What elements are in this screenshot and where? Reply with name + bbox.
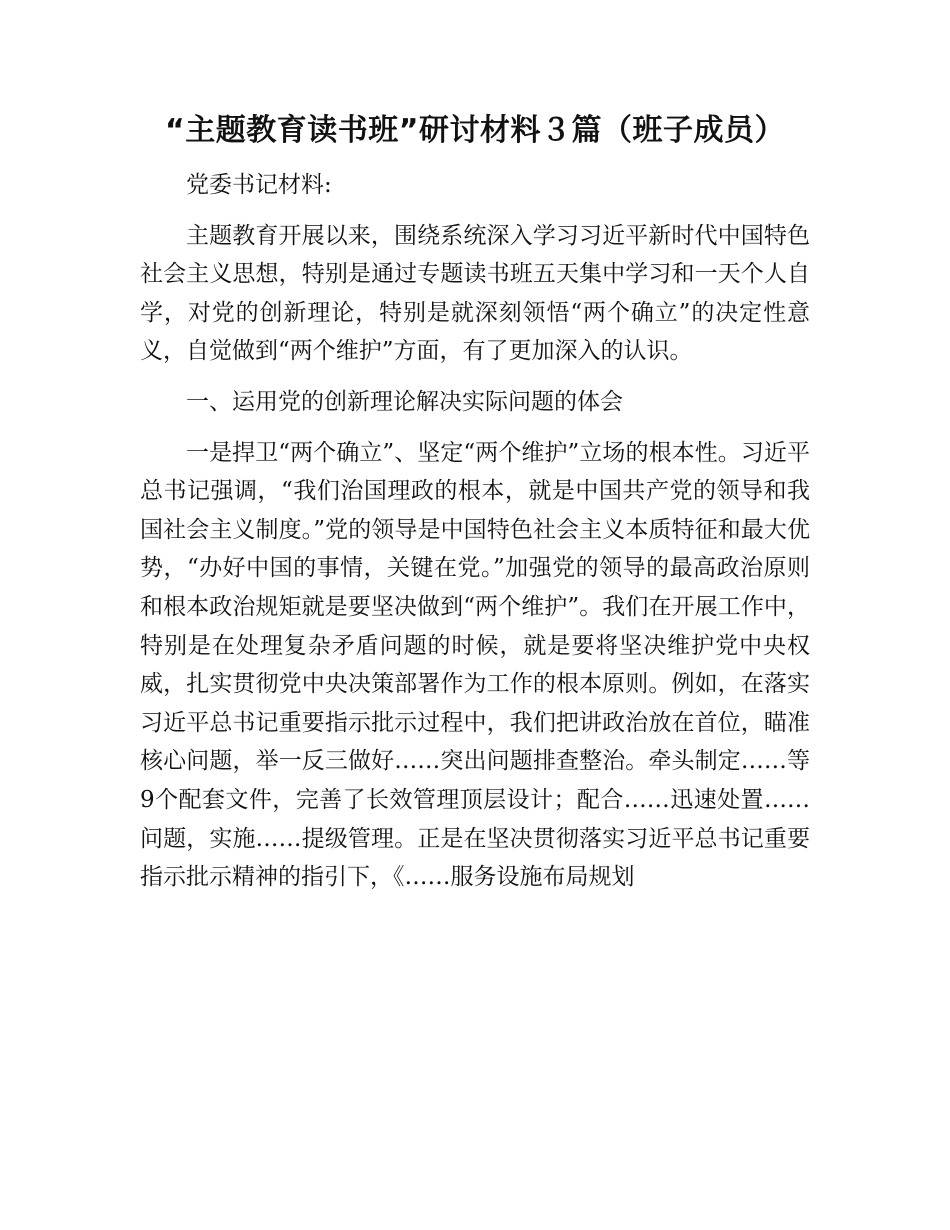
document-page (140, 108, 810, 909)
paragraph-body: 一是捍卫“两个确立”、坚定“两个维护”立场的根本性。习近平总书记强调，“我们治国理政的根本，就是中国共产党的领导和我国社会主义制度。”党的领导是中国特色社会主义本质特征和最大优势，“办好中国的事情，关键在党。”加强党的领导的最高政治原则和根本政治规矩就是要坚决做到“两个维护”。我们在开展工作中，特别是在处理复杂矛盾问题的时候，就是要将坚决维护党中央权威，扎实贯彻党中央决策部署作为工作的根本原则。例如，在落实习近平总书记重要指示批示过程中，我们把讲政治放在首位，瞄准核心问题，举一反三做好……突出问题排查整治。牵头制定……等9个配套文件，完善了长效管理顶层设计；配合……迅速处置……问题，实施……提级管理。正是在坚决贯彻落实习近平总书记重要指示批示精神的指引下，《……服务设施布局规划 (140, 439, 810, 891)
document-title: “主题教育读书班”研讨材料３篇（班子成员） (165, 113, 785, 148)
paragraph-intro: 主题教育开展以来，围绕系统深入学习习近平新时代中国特色社会主义思想，特别是通过专题读书班五天集中学习和一天个人自学，对党的创新理论，特别是就深刻领悟“两个确立”的决定性意义，自觉做到“两个维护”方面，有了更加深入的认识。 (140, 222, 810, 365)
paragraph-section-label: 党委书记材料: (186, 172, 332, 198)
section-heading: 一、运用党的创新理论解决实际问题的体会 (186, 388, 623, 415)
